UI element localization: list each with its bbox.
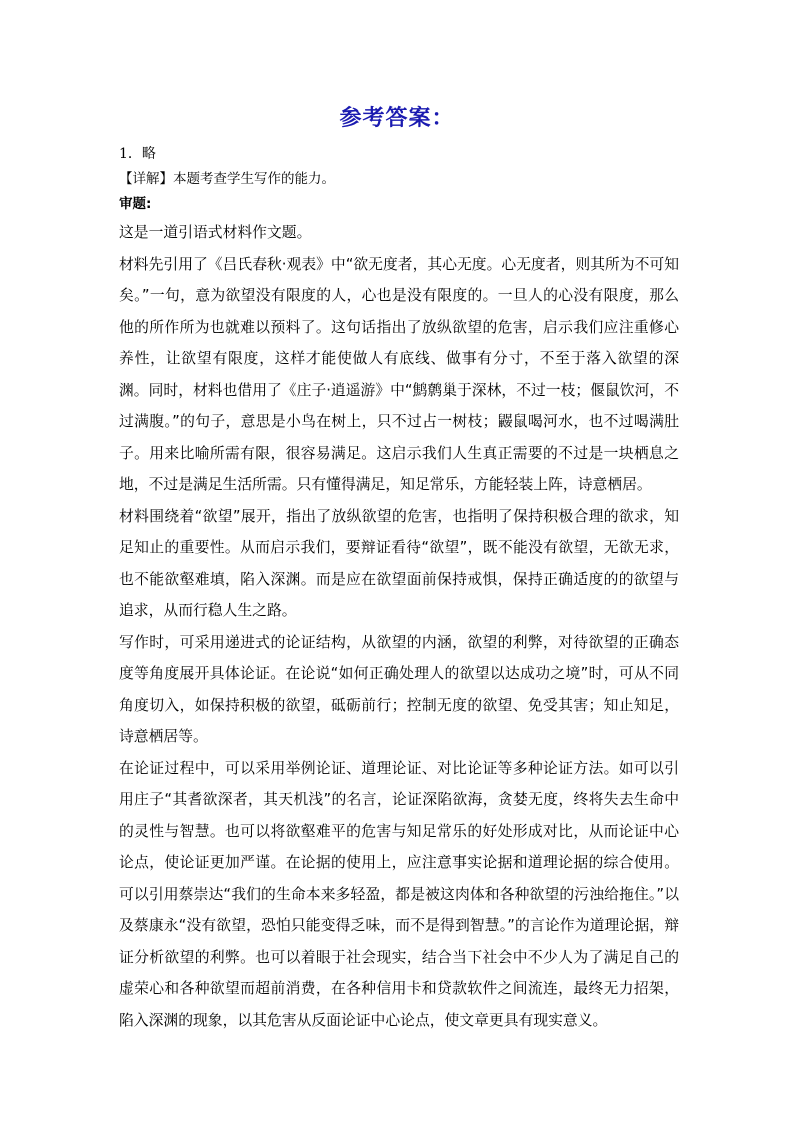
question-number: 1．略 bbox=[119, 146, 156, 162]
answer-content bbox=[119, 142, 679, 1036]
paragraph: 这是一道引语式材料作文题。 bbox=[119, 224, 312, 241]
detail-text: 本题考查学生写作的能力。 bbox=[173, 171, 335, 187]
section-heading: 审题: bbox=[119, 196, 152, 212]
page-title: 参考答案： bbox=[339, 105, 455, 131]
detail-prefix: 【详解】 bbox=[119, 171, 173, 187]
paragraph: 材料先引用了《吕氏春秋·观表》中“欲无度者，其心无度。心无度者，则其所为不可知矣。”一句，意为欲望没有限度的人，心也是没有限度的。一旦人的心没有限度，那么他的所作所为也就难以预料了。这句话指出了放纵欲望的危害，启示我们应注重修心养性，让欲望有限度，这样才能使做人有底线、做事有分寸，不至于落入欲望的深渊。同时，材料也借用了《庄子·逍遥游》中“鹪鹩巢于深林，不过一枝；偃鼠饮河，不过满腹。”的句子，意思是小鸟在树上，只不过占一树枝；鼹鼠喝河水，也不过喝满肚子。用来比喻所需有限，很容易满足。这启示我们人生真正需要的不过是一块栖息之地，不过是满足生活所需。只有懂得满足，知足常乐，方能轻装上阵，诗意栖居。 bbox=[119, 255, 679, 493]
paragraph: 在论证过程中，可以采用举例论证、道理论证、对比论证等多种论证方法。如可以引用庄子“其耆欲深者，其天机浅”的名言，论证深陷欲海，贪婪无度，终将失去生命中的灵性与智慧。也可以将欲壑难平的危害与知足常乐的好处形成对比，从而论证中心论点，使论证更加严谨。在论据的使用上，应注意事实论据和道理论据的综合使用。可以引用蔡崇达“我们的生命本来多轻盈，都是被这肉体和各种欲望的污浊给拖住。”以及蔡康永“没有欲望，恐怕只能变得乏味，而不是得到智慧。”的言论作为道理论据，辩证分析欲望的利弊。也可以着眼于社会现实，结合当下社会中不少人为了满足自己的虚荣心和各种欲望而超前消费，在各种信用卡和贷款软件之间流连，最终无力招架，陷入深渊的现象，以其危害从反面论证中心论点，使文章更具有现实意义。 bbox=[119, 759, 679, 1029]
paragraph: 写作时，可采用递进式的论证结构，从欲望的内涵，欲望的利弊，对待欲望的正确态度等角度展开具体论证。在论说“如何正确处理人的欲望以达成功之境”时，可从不同角度切入，如保持积极的欲望，砥砺前行；控制无度的欲望、免受其害；知止知足，诗意栖居等。 bbox=[119, 633, 679, 745]
detail-line bbox=[119, 167, 679, 192]
paragraph: 材料围绕着“欲望”展开，指出了放纵欲望的危害，也指明了保持积极合理的欲求，知足知止的重要性。从而启示我们，要辩证看待“欲望”，既不能没有欲望，无欲无求，也不能欲壑难填，陷入深渊。而是应在欲望面前保持戒惧，保持正确适度的的欲望与追求，从而行稳人生之路。 bbox=[119, 507, 679, 619]
